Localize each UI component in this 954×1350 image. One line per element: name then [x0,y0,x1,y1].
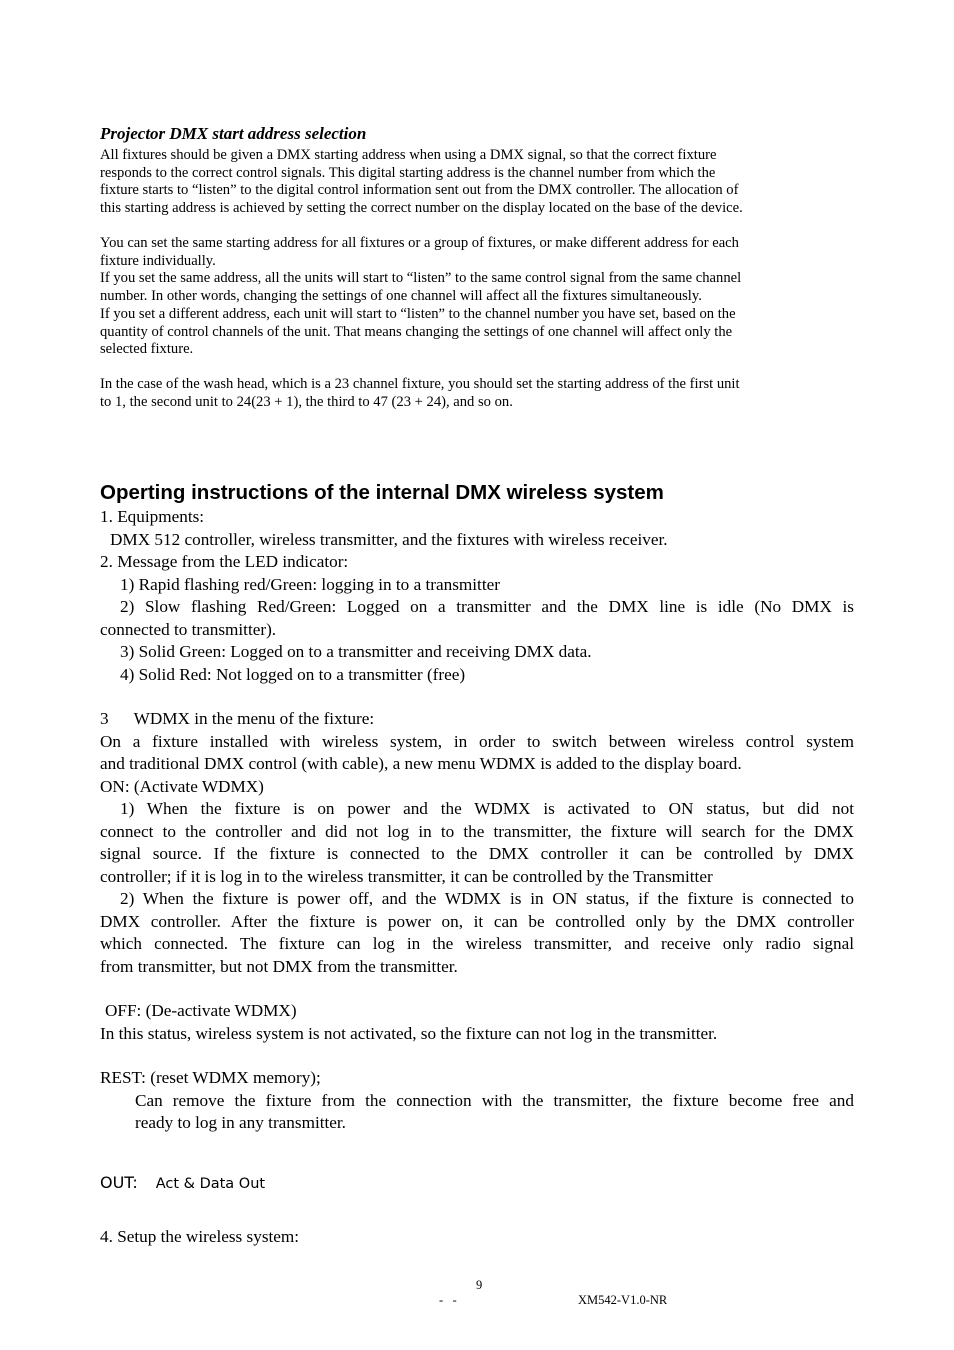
off-text: In this status, wireless system is not activated, so the fixture can not log in the transmitter. [100,1024,718,1043]
on-item-1-cont: controller; if it is log in to the wireless transmitter, it can be controlled by the Transmitter [100,867,713,886]
rest-text-cont: ready to log in any transmitter. [135,1113,346,1132]
rest-label: REST: (reset WDMX memory); [100,1068,321,1087]
menu-heading [100,708,854,731]
footer-dashes: - - [439,1293,457,1307]
text-line: fixture starts to “listen” to the digital control information sent out from the DMX controller. The allocation of [100,182,739,199]
out-row [100,1172,265,1195]
paragraph-start-address [100,147,854,218]
on-item-1-cont: signal source. If the fixture is connected to the DMX controller it can be controlled by DMX [100,844,854,863]
rest-text: Can remove the fixture from the connection with the transmitter, the fixture become free and [135,1091,854,1110]
led-item-2: 2) Slow flashing Red/Green: Logged on a transmitter and the DMX line is idle (No DMX is [120,597,854,616]
equipments-text: DMX 512 controller, wireless transmitter, and the fixtures with wireless receiver. [110,530,668,549]
paragraph-wash-head-example [100,376,854,411]
text-line: responds to the correct control signals. This digital starting address is the channel number from which the [100,164,716,181]
led-label: 2. Message from the LED indicator: [100,552,349,571]
text-line: this starting address is achieved by setting the correct number on the display located on the base of the device. [100,200,743,217]
page-number: 9 [476,1278,483,1292]
on-item-2-cont: DMX controller. After the fixture is power on, it can be controlled only by the DMX controller [100,912,854,931]
off-label: OFF: (De-activate WDMX) [105,1001,297,1020]
section-title: Projector DMX start address selection [100,124,367,143]
led-item-4: 4) Solid Red: Not logged on to a transmitter (free) [120,665,466,684]
on-item-2-cont: which connected. The fixture can log in the wireless transmitter, and receive only radio signal [100,934,854,953]
menu-number: 3 [100,709,109,728]
menu-label: WDMX in the menu of the fixture: [133,709,375,728]
document-code: XM542-V1.0-NR [578,1293,668,1307]
menu-intro: On a fixture installed with wireless system, in order to switch between wireless control system [100,732,854,751]
equipments-label: 1. Equipments: [100,507,205,526]
text-line: In the case of the wash head, which is a 23 channel fixture, you should set the starting address of the first unit [100,376,740,392]
text-line: You can set the same starting address for all fixtures or a group of fixtures, or make different address for each [100,235,739,251]
out-label: OUT: [100,1173,138,1192]
on-label: ON: (Activate WDMX) [100,777,264,796]
menu-intro-cont: and traditional DMX control (with cable), a new menu WDMX is added to the display board. [100,754,742,773]
text-line: number. In other words, changing the settings of one channel will affect all the fixtures simultaneously. [100,288,702,305]
led-item-3: 3) Solid Green: Logged on to a transmitter and receiving DMX data. [120,642,592,661]
on-item-1: 1) When the fixture is on power and the WDMX is activated to ON status, but did not [120,799,854,818]
setup-label: 4. Setup the wireless system: [100,1227,300,1246]
on-item-1-cont: connect to the controller and did not log in to the transmitter, the fixture will search for the DMX [100,822,854,841]
on-item-2: 2) When the fixture is power off, and the WDMX is in ON status, if the fixture is connected to [120,889,854,908]
text-line: fixture individually. [100,252,216,269]
text-line: If you set a different address, each unit will start to “listen” to the channel number you have set, based on the [100,305,736,322]
text-line: quantity of control channels of the unit. That means changing the settings of one channel will affect only the [100,323,733,340]
text-line: All fixtures should be given a DMX starting address when using a DMX signal, so that the correct fixture [100,147,717,163]
text-line: If you set the same address, all the units will start to “listen” to the same control signal from the same channel [100,270,742,287]
paragraph-same-address [100,235,854,359]
text-line: to 1, the second unit to 24(23 + 1), the third to 47 (23 + 24), and so on. [100,393,513,410]
out-value: Act & Data Out [155,1176,266,1192]
led-item-1: 1) Rapid flashing red/Green: logging in to a transmitter [120,575,500,594]
on-item-2-cont: from transmitter, but not DMX from the transmitter. [100,957,458,976]
led-item-2-cont: connected to transmitter). [100,620,277,639]
section-heading: Operting instructions of the internal DMX wireless system [100,481,664,504]
text-line: selected fixture. [100,341,194,358]
